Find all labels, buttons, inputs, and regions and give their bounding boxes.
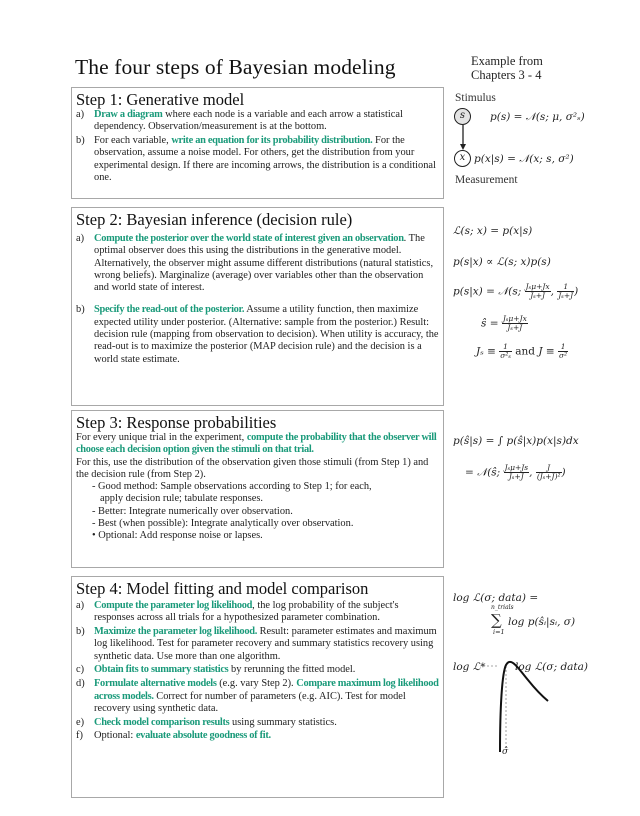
item-label: a) xyxy=(76,233,85,244)
highlight-text: Compute the parameter log likelihood xyxy=(94,600,253,611)
item-label: b) xyxy=(76,304,85,316)
method-optional: • Optional: Add response noise or lapses. xyxy=(92,530,263,542)
highlight-text: Compute the posterior over the world state of interest given an observation xyxy=(94,233,404,244)
item-text: Optional: xyxy=(94,730,136,742)
highlight-text: write an equation for its probability distribution. xyxy=(171,135,373,147)
eq-response-dist: = 𝒩(ŝ; $\frac{\text{Jₛμ+Js}}{\text{Jₛ+J}}$ , $\frac{J}{\text{(Jₛ+J)²}}$ ) xyxy=(465,463,566,481)
eq-prefix: ŝ = xyxy=(481,317,499,330)
frac-num: Jₛμ+Jx xyxy=(502,314,527,323)
eq-estimate xyxy=(481,315,528,332)
page-title: The four steps of Bayesian modeling xyxy=(75,55,396,79)
loglik-curve xyxy=(480,658,560,758)
item-text: . The optimal observer does this using the distributions in the generative model. Alternatively, the observer might assume different distributions (natural statistics, wrong beliefs). Marginalize (average) over variables other than the observation and world state of interest. xyxy=(94,233,434,294)
eq-prior: p(s) = 𝒩(s; μ, σ²ₛ) xyxy=(490,111,585,123)
sum-upper: n_trials xyxy=(491,604,514,611)
method-best: - Best (when possible): Integrate analytically over observation. xyxy=(92,518,354,530)
eq-prefix: = 𝒩(ŝ; xyxy=(465,466,501,479)
step4-item-f xyxy=(72,730,443,742)
step2-item-a xyxy=(72,233,443,294)
frac-num: 1 xyxy=(557,283,574,292)
step4-item-e xyxy=(72,717,443,729)
step2-heading: Step 2: Bayesian inference (decision rule) xyxy=(76,210,353,229)
step2-box xyxy=(71,207,444,406)
item-label: c) xyxy=(76,664,85,676)
method-better: - Better: Integrate numerically over observation. xyxy=(92,505,293,517)
eq-prefix: Jₛ ≡ xyxy=(476,345,496,358)
item-text: by rerunning the fitted model. xyxy=(228,664,356,676)
frac-den: Jₛ+J xyxy=(508,472,524,481)
eq-posterior: p(s|x) = 𝒩(s; $\frac{\text{Jₛμ+Jx}}{\text{Jₛ+J}}$ , $\frac{1}{\text{Jₛ+J}}$ ) xyxy=(453,282,579,300)
frac-num: Jₛμ+Js xyxy=(504,463,529,472)
frac-den: σ²ₛ xyxy=(500,351,511,360)
item-text: For the observation, assume a noise model. For others, get the distribution from your experimental design. If there are incoming arrows, the distribution is a conditional one. xyxy=(94,135,436,183)
step4-item-a xyxy=(72,600,443,625)
method-good xyxy=(72,481,443,506)
frac-den: σ² xyxy=(559,351,568,360)
method-line: apply decision rule; tabulate responses. xyxy=(100,493,264,505)
highlight-text: Draw a diagram xyxy=(94,109,163,120)
highlight-text: Formulate alternative models xyxy=(94,678,217,690)
example-header-line2: Chapters 3 - 4 xyxy=(471,68,542,82)
item-text: Result: parameter estimates and maximum log likelihood. Test for parameter recovery and summary statistics recovery using synthetic data. Use more than one algorithm. xyxy=(94,626,437,662)
frac-den: (Jₛ+J)² xyxy=(536,472,561,481)
step4-box xyxy=(71,576,444,798)
example-header-line1: Example from xyxy=(471,54,543,68)
sum-lower: i=1 xyxy=(493,628,505,636)
eq-prefix: p(s|x) = 𝒩(s; xyxy=(453,285,522,298)
item-label: e) xyxy=(76,716,85,728)
method-line: - Good method: Sample observations according to Step 1; for each, xyxy=(92,481,372,493)
step1-item-a xyxy=(72,109,443,134)
highlight-text: evaluate absolute goodness of fit. xyxy=(135,730,271,742)
step1-box xyxy=(71,87,444,199)
sigma-hat-label: σ̂ xyxy=(502,747,509,757)
eq-precision xyxy=(476,343,568,360)
frac-num: Jₛμ+Jx xyxy=(525,282,550,291)
frac-den: Jₛ+J xyxy=(507,323,523,332)
step3-box xyxy=(71,410,444,568)
node-s: s xyxy=(454,108,471,125)
item-label: d) xyxy=(76,678,85,690)
eq-likelihood-fn: ℒ(s; x) = p(x|s) xyxy=(453,225,533,237)
step1-item-b xyxy=(72,135,443,184)
item-text: For each variable, xyxy=(94,135,172,147)
sum-body: log p(ŝᵢ|sᵢ, σ) xyxy=(508,616,576,628)
step4-item-c xyxy=(72,664,443,676)
item-text: (e.g. vary Step 2). xyxy=(216,678,297,690)
highlight-text: Maximize the parameter log likelihood. xyxy=(94,626,257,638)
step3-intro-rest: For this, use the distribution of the observation given those stimuli (from Step 1) and the decision rule (from Step 2). xyxy=(76,456,429,480)
frac-num: 1 xyxy=(499,343,512,352)
item-label: b) xyxy=(76,135,85,147)
eq-likelihood: p(x|s) = 𝒩(x; s, σ²) xyxy=(474,153,574,165)
frac-den: Jₛ+J xyxy=(558,291,574,300)
stimulus-label: Stimulus xyxy=(455,92,496,104)
step2-item-b xyxy=(72,304,443,365)
frac-num: J xyxy=(536,464,562,473)
node-x: x xyxy=(454,150,471,167)
item-label: a) xyxy=(76,109,85,120)
intro-text: For every unique trial in the experiment, xyxy=(76,432,247,443)
item-text: , the log probability of the subject's responses across all trials for a hypothesized parameter combination. xyxy=(94,600,399,624)
loglik-curve-path xyxy=(500,662,548,752)
measurement-label: Measurement xyxy=(455,174,518,186)
eq-loglik: log ℒ(σ; data) = xyxy=(453,592,539,604)
item-label: a) xyxy=(76,600,85,611)
step4-heading: Step 4: Model fitting and model comparison xyxy=(76,579,369,598)
frac-den: Jₛ+J xyxy=(530,291,546,300)
highlight-text: Check model comparison results xyxy=(94,716,230,728)
step4-item-d xyxy=(72,678,443,715)
highlight-text: Compare maximum log likelihood across models. xyxy=(94,678,439,702)
eq-posterior-prop: p(s|x) ∝ ℒ(s; x)p(s) xyxy=(453,256,551,268)
item-label: f) xyxy=(76,730,83,742)
eq-and: and xyxy=(515,345,535,358)
step3-intro xyxy=(72,432,443,457)
frac-num: 1 xyxy=(558,343,568,352)
curve-label: log ℒ(σ; data) xyxy=(515,661,588,673)
step1-heading: Step 1: Generative model xyxy=(76,90,245,109)
highlight-text: Obtain fits to summary statistics xyxy=(94,664,229,676)
eq-prefix: J ≡ xyxy=(538,345,555,358)
item-text: where each node is a variable and each arrow a statistical dependency. Observation/measurement is at the bottom. xyxy=(94,109,403,133)
curve-max-label: log ℒ* xyxy=(453,661,486,673)
item-text: Correct for number of parameters (e.g. AIC). Test for model recovery using synthetic data. xyxy=(94,690,406,714)
step3-heading: Step 3: Response probabilities xyxy=(76,413,277,432)
highlight-text: Specify the read-out of the posterior. xyxy=(94,304,245,316)
item-label: b) xyxy=(76,626,85,638)
example-header xyxy=(471,54,581,82)
item-text: using summary statistics. xyxy=(229,716,337,728)
item-text: Assume a utility function, then maximize expected utility under posterior. (Alternative: sample from the posterior.) Result: decision rule (mapping from observation to decision). When utility is accuracy, the read-out is to maximize the posterior (MAP decision rule) and the decision is a world state estimate. xyxy=(94,304,439,365)
eq-response-prob: p(ŝ|s) = ∫ p(ŝ|x)p(x|s)dx xyxy=(453,435,579,447)
highlight-text: compute the probability that the observer will choose each decision option given the stimuli on that trial. xyxy=(76,432,437,456)
step4-item-b xyxy=(72,626,443,663)
sum-icon: ∑ xyxy=(491,611,502,629)
